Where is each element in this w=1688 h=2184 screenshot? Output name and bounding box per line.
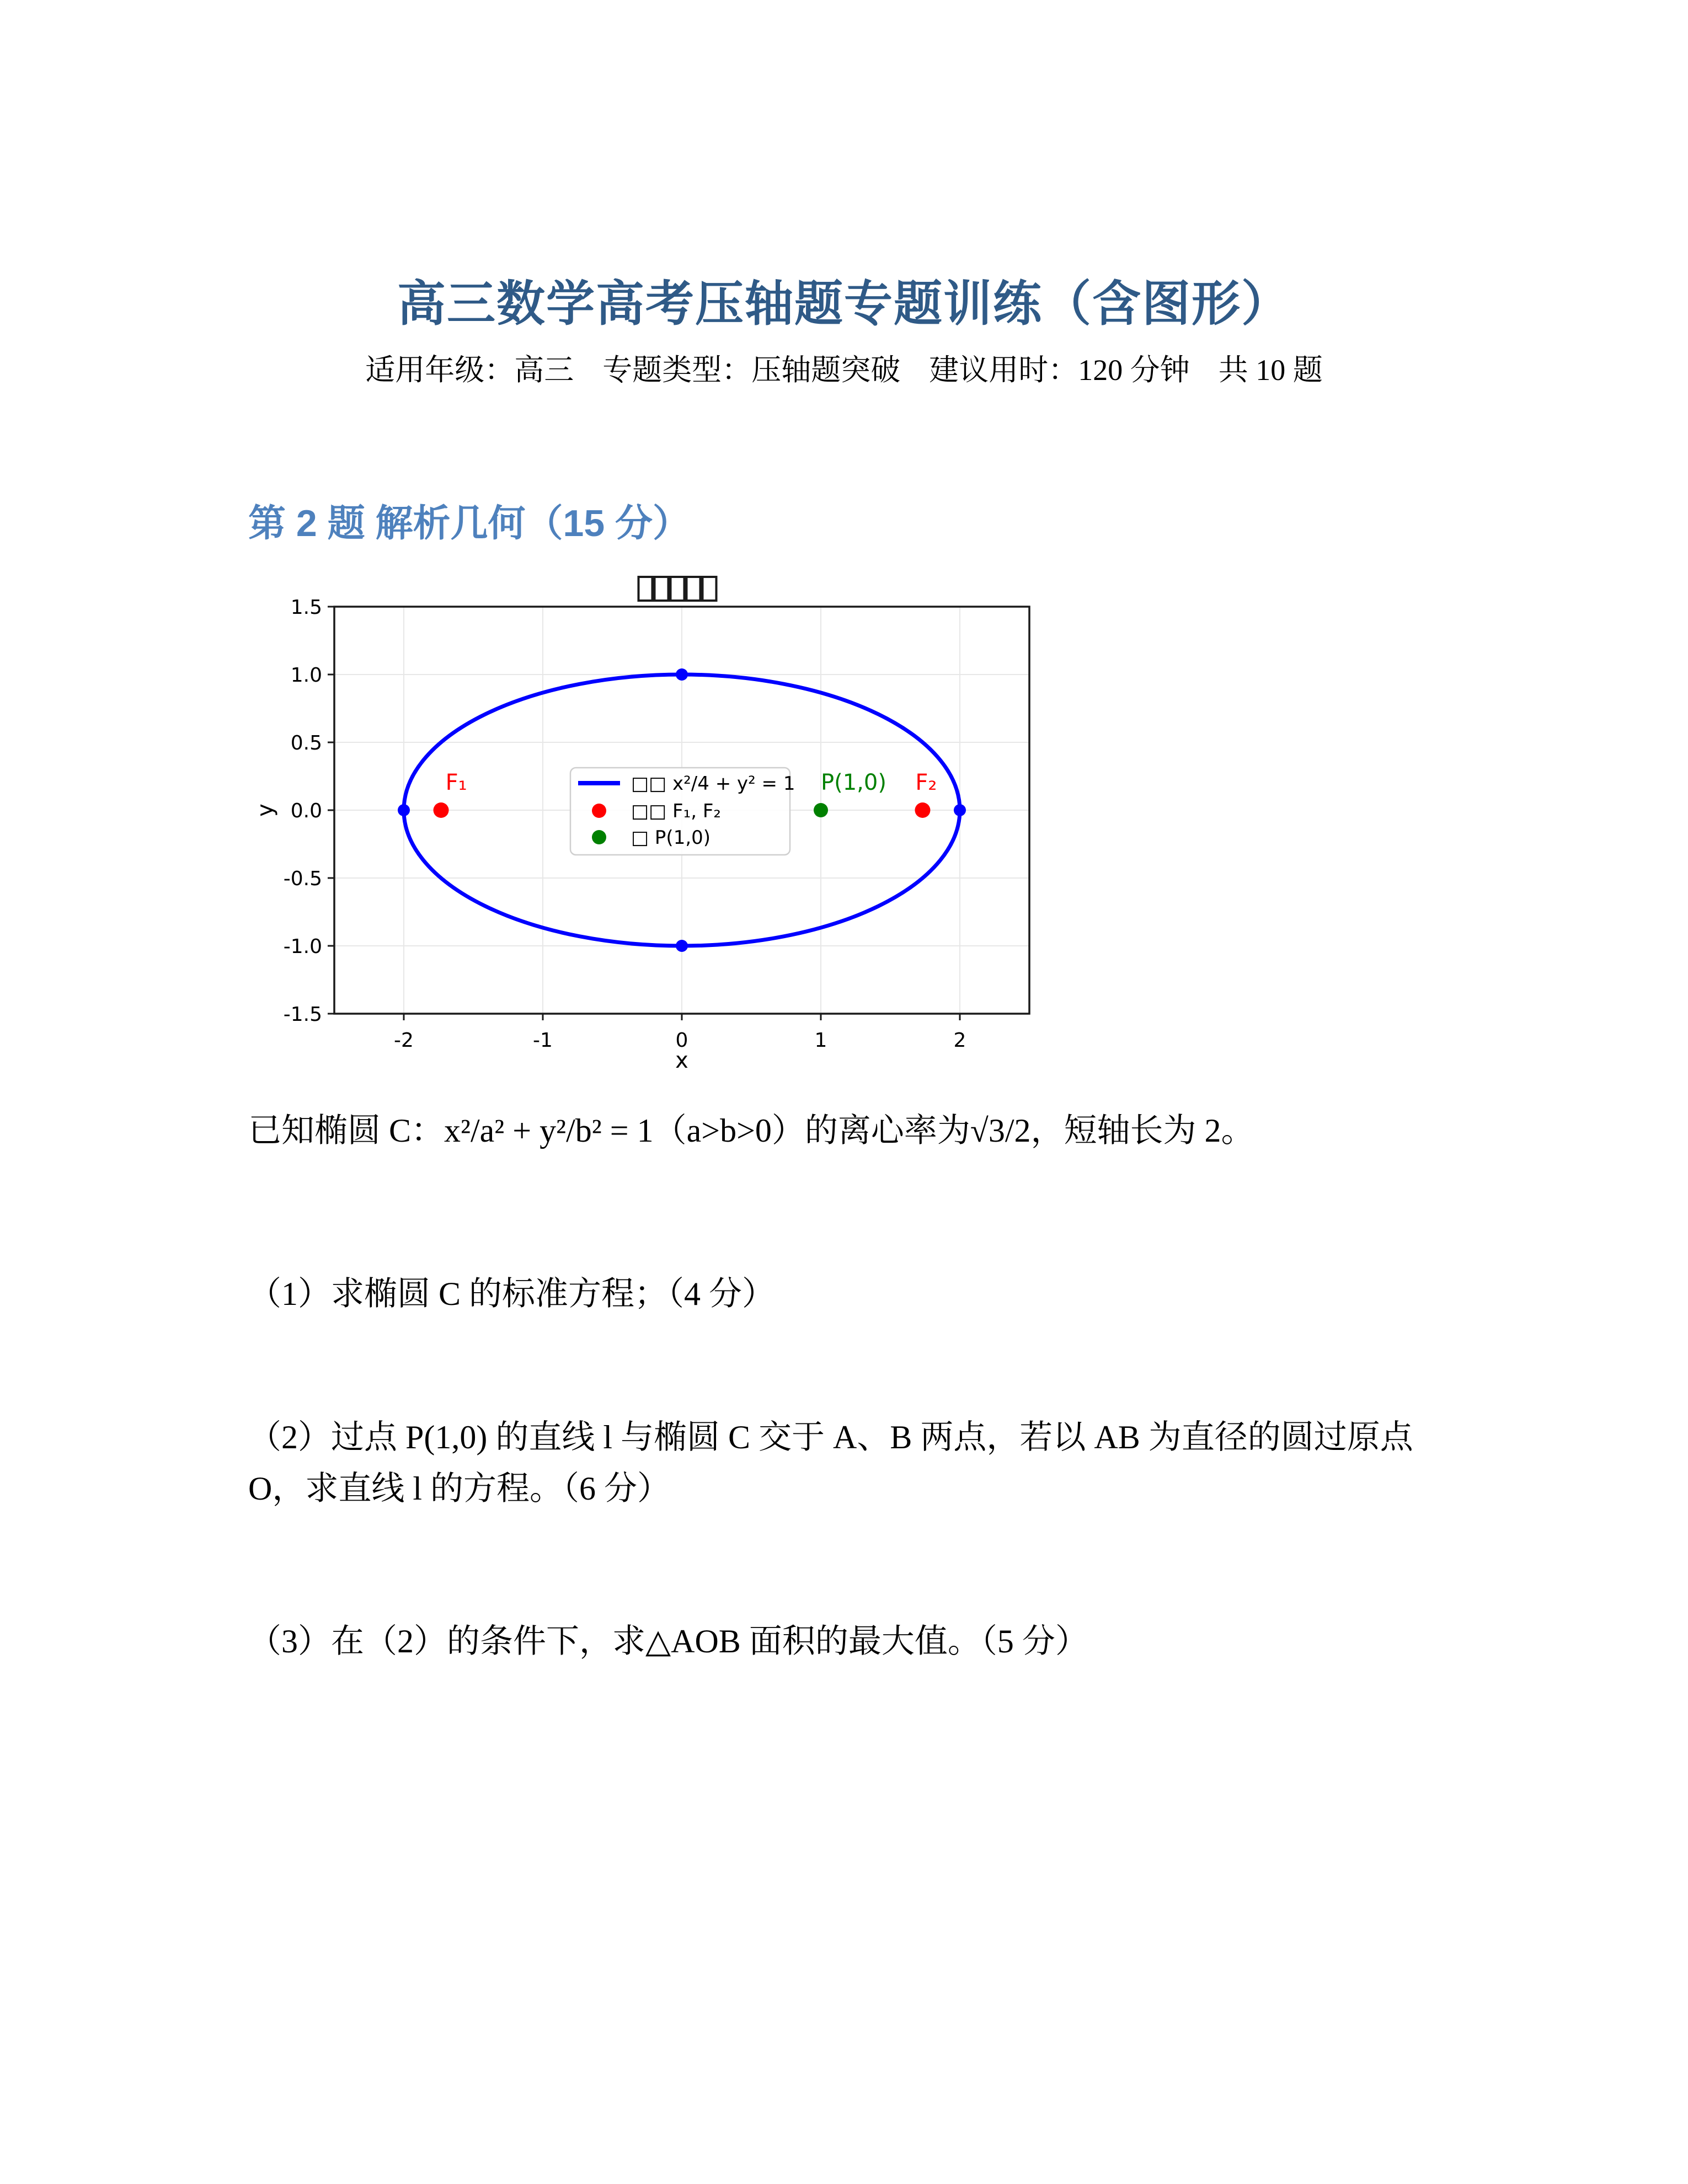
y-axis-label [253, 804, 278, 817]
svg-text:F₁: F₁ [445, 770, 467, 796]
svg-text:y: y [253, 804, 278, 817]
svg-text:0.5: 0.5 [290, 732, 322, 754]
svg-text:2: 2 [953, 1029, 966, 1052]
chart-legend [570, 768, 795, 855]
question-part-1: （1）求椭圆 C 的标准方程；（4 分） [248, 1276, 776, 1312]
svg-text:-1.5: -1.5 [283, 1003, 322, 1026]
question-part-2: （2）过点 P(1,0) 的直线 l 与椭圆 C 交于 A、B 两点，若以 AB 为直径的圆过原点 O，求直线 l 的方程。（6 分） [248, 1419, 1413, 1507]
svg-text:-2: -2 [394, 1029, 414, 1052]
question-part-3: （3）在（2）的条件下，求△AOB 面积的最大值。（5 分） [248, 1623, 1088, 1660]
x-axis-label [675, 1048, 688, 1073]
point-p [814, 803, 828, 817]
ellipse-chart [237, 563, 1076, 1081]
meta-topic-type: 专题类型：压轴题突破 [602, 354, 901, 387]
svg-text:P(1,0): P(1,0) [821, 770, 886, 796]
problem-statement: 已知椭圆 C：x²/a² + y²/b² = 1（a>b>0）的离心率为√3/2，短轴长为 2。 [248, 1112, 1254, 1149]
meta-suggested-time: 建议用时：120 分钟 [929, 354, 1190, 387]
ellipse-figure [237, 563, 1076, 1081]
document-title: 高三数学高考压轴题专题训练（含图形） [397, 276, 1291, 331]
svg-text:□□ x²/4 + y² = 1: □□ x²/4 + y² = 1 [631, 773, 795, 795]
svg-text:-1: -1 [533, 1029, 553, 1052]
svg-text:0.0: 0.0 [290, 800, 322, 822]
svg-text:1: 1 [814, 1029, 827, 1052]
section-heading: 第 2 题 解析几何（15 分） [248, 502, 691, 544]
svg-text:0: 0 [675, 1029, 688, 1052]
svg-text:-1.0: -1.0 [283, 935, 322, 958]
svg-text:□ P(1,0): □ P(1,0) [631, 827, 711, 849]
meta-grade: 适用年级：高三 [365, 354, 574, 387]
svg-text:1.0: 1.0 [290, 664, 322, 687]
svg-text:1.5: 1.5 [290, 596, 322, 619]
svg-text:-0.5: -0.5 [283, 868, 322, 890]
svg-text:x: x [675, 1048, 688, 1073]
meta-question-count: 共 10 题 [1218, 354, 1323, 387]
document-meta [0, 351, 1688, 389]
svg-text:F₂: F₂ [915, 770, 937, 796]
svg-text:□□ F₁, F₂: □□ F₁, F₂ [631, 800, 722, 822]
